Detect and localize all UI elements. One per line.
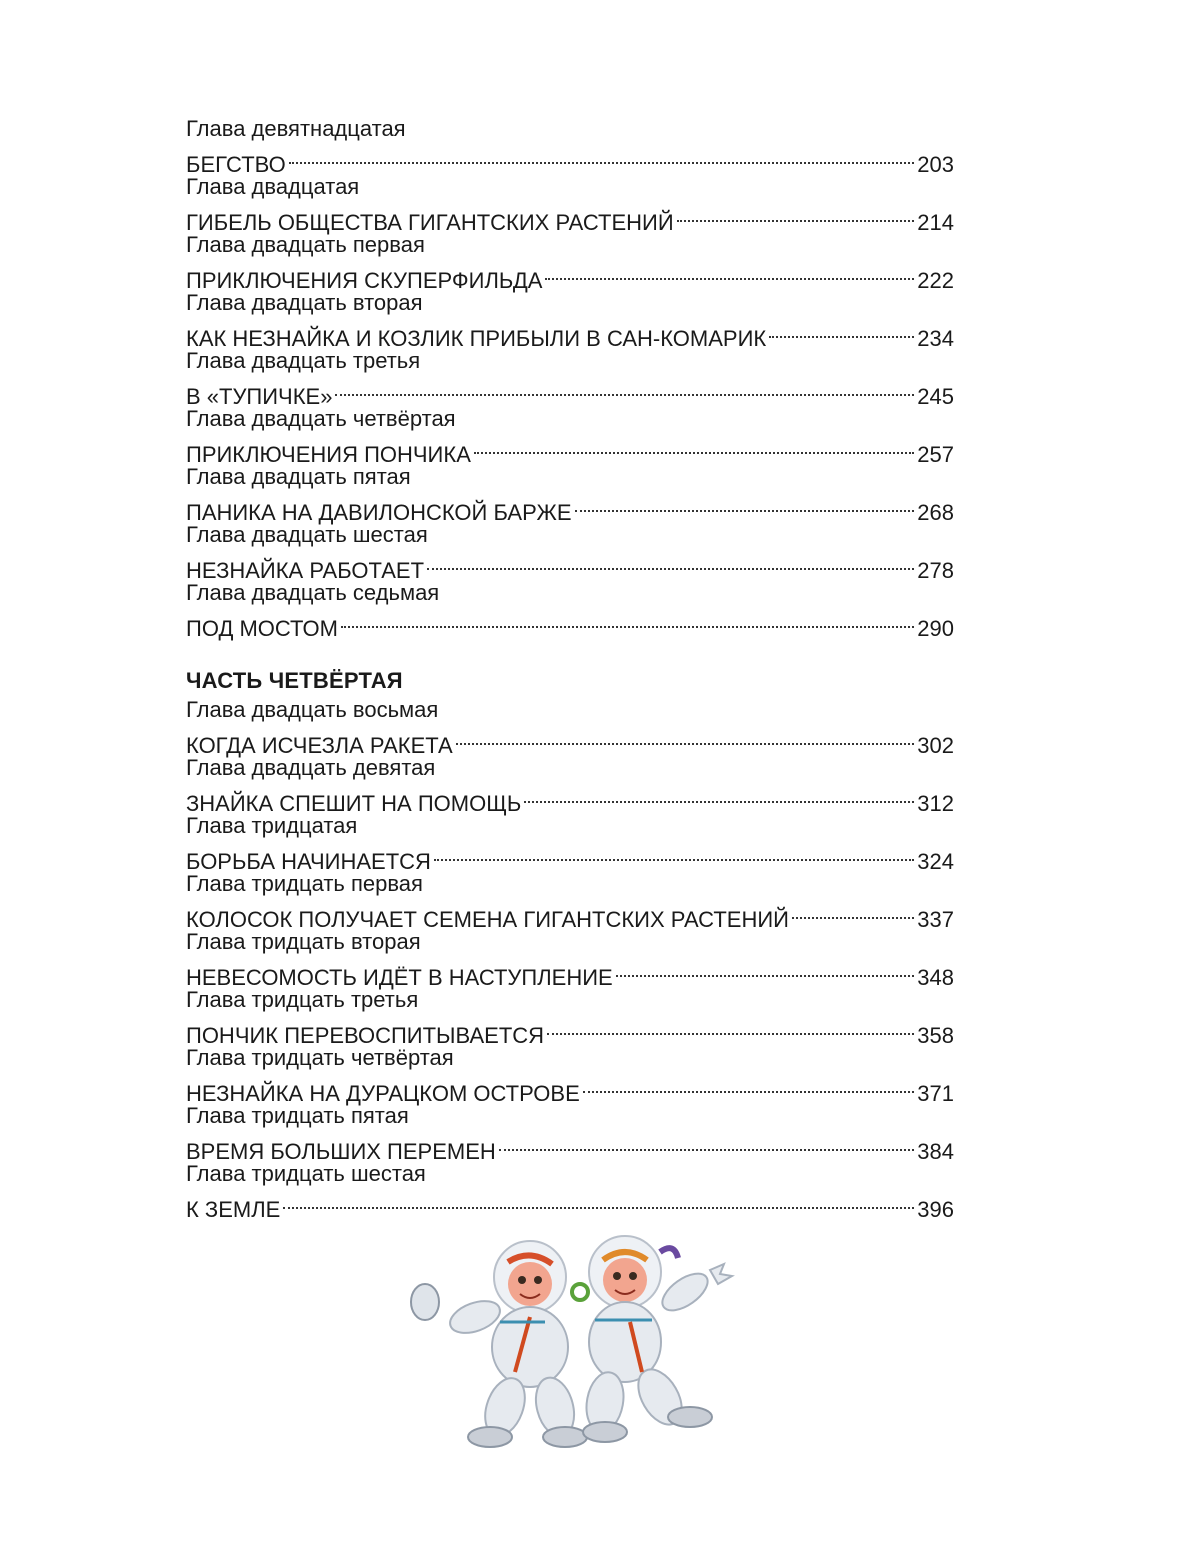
chapter-title: КОГДА ИСЧЕЗЛА РАКЕТА xyxy=(186,733,453,758)
chapter-title-row[interactable] xyxy=(186,433,954,467)
toc-entry xyxy=(186,1101,954,1164)
toc-entry xyxy=(186,869,954,932)
dot-leader xyxy=(545,259,914,288)
toc-entry xyxy=(186,172,954,235)
toc-entry xyxy=(186,230,954,293)
chapter-title-row[interactable] xyxy=(186,549,954,583)
chapter-title-row[interactable] xyxy=(186,782,954,816)
chapter-title: ВРЕМЯ БОЛЬШИХ ПЕРЕМЕН xyxy=(186,1139,496,1164)
dot-leader xyxy=(769,317,914,346)
chapter-label: Глава тридцать первая xyxy=(186,871,423,896)
chapter-label: Глава тридцать третья xyxy=(186,987,419,1012)
toc-entry xyxy=(186,578,954,641)
chapter-label: Глава двадцать шестая xyxy=(186,522,428,547)
chapter-label: Глава девятнадцатая xyxy=(186,116,406,141)
page-number: 268 xyxy=(917,500,954,525)
chapter-title-row[interactable] xyxy=(186,375,954,409)
page-number: 257 xyxy=(917,442,954,467)
chapter-label: Глава тридцать пятая xyxy=(186,1103,409,1128)
chapter-title-row[interactable] xyxy=(186,898,954,932)
toc-entry xyxy=(186,753,954,816)
toc-entry xyxy=(186,1159,954,1222)
page-number: 245 xyxy=(917,384,954,409)
chapter-title: ПАНИКА НА ДАВИЛОНСКОЙ БАРЖЕ xyxy=(186,500,572,525)
chapter-title-row[interactable] xyxy=(186,143,954,177)
chapter-label: Глава двадцать седьмая xyxy=(186,580,440,605)
chapter-title: КАК НЕЗНАЙКА И КОЗЛИК ПРИБЫЛИ В САН-КОМАРИК xyxy=(186,326,767,351)
page-number: 384 xyxy=(917,1139,954,1164)
dot-leader xyxy=(677,201,915,230)
chapter-label: Глава двадцать девятая xyxy=(186,755,436,780)
chapter-label: Глава двадцать восьмая xyxy=(186,697,439,722)
page-number: 312 xyxy=(917,791,954,816)
toc-entry xyxy=(186,985,954,1048)
part-3-entries xyxy=(186,114,954,641)
chapter-title: В «ТУПИЧКЕ» xyxy=(186,384,333,409)
page-number: 324 xyxy=(917,849,954,874)
toc-entry xyxy=(186,811,954,874)
toc-entry xyxy=(186,927,954,990)
toc-entry xyxy=(186,346,954,409)
chapter-title: БЕГСТВО xyxy=(186,152,286,177)
chapter-label: Глава тридцатая xyxy=(186,813,358,838)
left-astronaut-figure xyxy=(411,1241,588,1447)
chapter-title-row[interactable] xyxy=(186,840,954,874)
dot-leader xyxy=(583,1072,915,1101)
chapter-label: Глава двадцать вторая xyxy=(186,290,423,315)
chapter-title: НЕЗНАЙКА НА ДУРАЦКОМ ОСТРОВЕ xyxy=(186,1081,580,1106)
dot-leader xyxy=(575,491,915,520)
toc-entry xyxy=(186,1043,954,1106)
dot-leader xyxy=(335,375,914,404)
toc-entry xyxy=(186,404,954,467)
part-4-entries xyxy=(186,695,954,1222)
dot-leader xyxy=(434,840,914,869)
chapter-label: Глава тридцать шестая xyxy=(186,1161,426,1186)
chapter-label: Глава двадцать первая xyxy=(186,232,425,257)
chapter-label: Глава двадцать четвёртая xyxy=(186,406,456,431)
toc-entry xyxy=(186,520,954,583)
chapter-title: К ЗЕМЛЕ xyxy=(186,1197,281,1222)
dot-leader xyxy=(616,956,915,985)
chapter-title-row[interactable] xyxy=(186,1072,954,1106)
toc-entry xyxy=(186,695,954,758)
page-number: 348 xyxy=(917,965,954,990)
chapter-title-row[interactable] xyxy=(186,956,954,990)
chapter-title: ПРИКЛЮЧЕНИЯ ПОНЧИКА xyxy=(186,442,471,467)
page-number: 278 xyxy=(917,558,954,583)
dot-leader xyxy=(427,549,914,578)
chapter-title-row[interactable] xyxy=(186,259,954,293)
toc-entry xyxy=(186,288,954,351)
page-number: 337 xyxy=(917,907,954,932)
page-number: 222 xyxy=(917,268,954,293)
chapter-title: БОРЬБА НАЧИНАЕТСЯ xyxy=(186,849,431,874)
page-number: 396 xyxy=(917,1197,954,1222)
chapter-title: КОЛОСОК ПОЛУЧАЕТ СЕМЕНА ГИГАНТСКИХ РАСТЕНИЙ xyxy=(186,907,789,932)
chapter-label: Глава двадцатая xyxy=(186,174,360,199)
chapter-title-row[interactable] xyxy=(186,724,954,758)
chapter-title-row[interactable] xyxy=(186,491,954,525)
page-number: 203 xyxy=(917,152,954,177)
page-number: 358 xyxy=(917,1023,954,1048)
dot-leader xyxy=(547,1014,914,1043)
chapter-label: Глава двадцать пятая xyxy=(186,464,411,489)
chapter-title: ПОД МОСТОМ xyxy=(186,616,338,641)
chapter-title-row[interactable] xyxy=(186,1014,954,1048)
right-astronaut-figure xyxy=(582,1236,732,1442)
table-of-contents xyxy=(186,114,954,1222)
page-number: 214 xyxy=(917,210,954,235)
astronauts-illustration xyxy=(380,1222,780,1462)
chapter-title: ЗНАЙКА СПЕШИТ НА ПОМОЩЬ xyxy=(186,791,522,816)
page-number: 290 xyxy=(917,616,954,641)
page-number: 371 xyxy=(917,1081,954,1106)
page-number: 302 xyxy=(917,733,954,758)
chapter-title: ПРИКЛЮЧЕНИЯ СКУПЕРФИЛЬДА xyxy=(186,268,543,293)
dot-leader xyxy=(341,607,914,636)
toc-entry xyxy=(186,114,954,177)
chapter-label: Глава тридцать вторая xyxy=(186,929,421,954)
chapter-title: НЕЗНАЙКА РАБОТАЕТ xyxy=(186,558,425,583)
dot-leader xyxy=(792,898,914,927)
chapter-title: НЕВЕСОМОСТЬ ИДЁТ В НАСТУПЛЕНИЕ xyxy=(186,965,613,990)
chapter-title-row[interactable] xyxy=(186,1130,954,1164)
dot-leader xyxy=(456,724,915,753)
chapter-title: ПОНЧИК ПЕРЕВОСПИТЫВАЕТСЯ xyxy=(186,1023,545,1048)
chapter-title-row[interactable] xyxy=(186,201,954,235)
chapter-label: Глава двадцать третья xyxy=(186,348,421,373)
chapter-title-row[interactable] xyxy=(186,607,954,641)
page-number: 234 xyxy=(917,326,954,351)
dot-leader xyxy=(474,433,914,462)
dot-leader xyxy=(289,143,915,172)
dot-leader xyxy=(283,1188,914,1217)
part-four-heading: ЧАСТЬ ЧЕТВЁРТАЯ xyxy=(186,668,403,693)
dot-leader xyxy=(499,1130,915,1159)
toc-entry xyxy=(186,462,954,525)
chapter-title-row[interactable] xyxy=(186,1188,954,1222)
dot-leader xyxy=(524,782,914,811)
chapter-title-row[interactable] xyxy=(186,317,954,351)
chapter-label: Глава тридцать четвёртая xyxy=(186,1045,454,1070)
chapter-title: ГИБЕЛЬ ОБЩЕСТВА ГИГАНТСКИХ РАСТЕНИЙ xyxy=(186,210,674,235)
